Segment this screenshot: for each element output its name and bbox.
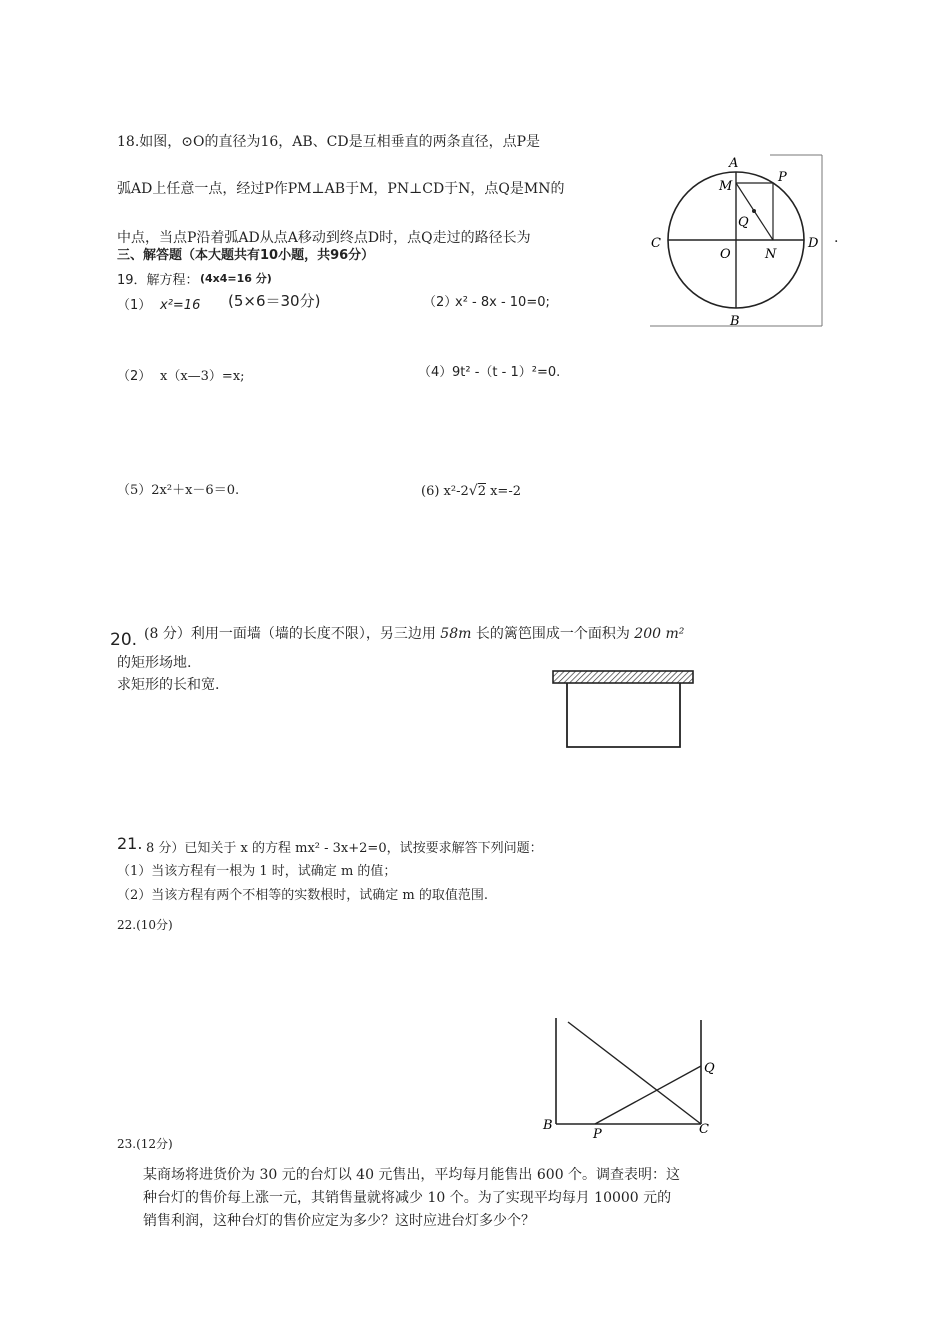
label-p: P bbox=[593, 1127, 602, 1140]
label-a: A bbox=[729, 156, 739, 171]
q23-line1: 某商场将进货价为 30 元的台灯以 40 元售出，平均每月能售出 600 个。调查表明：这 bbox=[143, 1167, 681, 1183]
q19-points-print: (4x4=16 分) bbox=[200, 272, 272, 285]
label-m: M bbox=[719, 179, 733, 194]
q18-line1: 18.如图，⊙O的直径为16，AB、CD是互相垂直的两条直径，点P是 bbox=[117, 134, 541, 150]
label-o: O bbox=[720, 247, 731, 262]
q19-points-override: (5×6＝30分) bbox=[228, 292, 321, 310]
label-b: B bbox=[543, 1118, 553, 1133]
segment-pq bbox=[595, 1066, 701, 1124]
q19-p2-label: （2） bbox=[423, 295, 458, 310]
q20-text2: 长的篱笆围成一个面积为 bbox=[475, 626, 630, 642]
q19-p3-label: （2） bbox=[117, 369, 152, 384]
label-d: D bbox=[808, 236, 819, 251]
q21-p1: （1）当该方程有一根为 1 时，试确定 m 的值； bbox=[117, 864, 397, 879]
q20-line2: 的矩形场地. bbox=[117, 655, 192, 671]
q20-length: 58m bbox=[440, 626, 472, 642]
q18-line2: 弧AD上任意一点，经过P作PM⊥AB于M，PN⊥CD于N，点Q是MN的 bbox=[117, 181, 565, 197]
q19-p6 bbox=[421, 482, 521, 501]
q19-title: 19．解方程： bbox=[117, 273, 199, 288]
q19-p3-eq: x（x—3）=x; bbox=[160, 369, 245, 384]
q19-p6-part-b: x=-2 bbox=[485, 484, 521, 499]
label-c: C bbox=[651, 236, 661, 251]
q21-p2: （2）当该方程有两个不相等的实数根时，试确定 m 的取值范围. bbox=[117, 888, 488, 903]
sqrt-sign: √ bbox=[468, 483, 478, 499]
q19-p4-label: （4） bbox=[418, 365, 453, 380]
q21-num: 21. bbox=[117, 834, 143, 853]
q23-line2: 种台灯的售价每上涨一元，其销售量就将减少 10 个。为了实现平均每月 10000 元的 bbox=[143, 1190, 672, 1206]
diagonal bbox=[568, 1022, 701, 1124]
wall bbox=[553, 671, 693, 683]
q22-figure bbox=[538, 1016, 718, 1140]
q21-text: 8 分）已知关于 x 的方程 mx² - 3x+2=0，试按要求解答下列问题： bbox=[146, 841, 543, 856]
point-q bbox=[752, 209, 756, 213]
q20-text: (8 分）利用一面墙（墙的长度不限），另三边用 bbox=[144, 626, 436, 642]
q20-line3: 求矩形的长和宽. bbox=[117, 677, 220, 693]
label-q: Q bbox=[704, 1061, 715, 1076]
q19-p1-label: （1） bbox=[117, 298, 152, 313]
q19-p6-root: 2 bbox=[477, 484, 486, 499]
q18-tail: . bbox=[834, 230, 839, 246]
q23-title: 23.(12分) bbox=[117, 1137, 173, 1151]
label-q: Q bbox=[738, 215, 749, 230]
q19-p4-eq: 9t² -（t - 1）²=0. bbox=[452, 365, 561, 380]
q23-line3: 销售利润，这种台灯的售价应定为多少？这时应进台灯多少个？ bbox=[143, 1213, 535, 1229]
q19-p5: （5）2x²＋x－6＝0. bbox=[117, 483, 240, 498]
label-n: N bbox=[765, 247, 777, 262]
q19-p2-eq: x² - 8x - 10=0; bbox=[455, 295, 550, 310]
q20-line1 bbox=[144, 625, 684, 643]
q18-circle-figure bbox=[650, 152, 825, 330]
label-p: P bbox=[778, 170, 787, 185]
q20-num: 20. bbox=[110, 630, 138, 650]
label-b: B bbox=[730, 314, 740, 329]
q19-p1-eq: x²=16 bbox=[160, 298, 201, 313]
q20-area: 200 m² bbox=[634, 626, 685, 642]
section3-title: 三、解答题（本大题共有10小题，共96分） bbox=[117, 248, 375, 263]
q19-p6-part-a: (6) x²-2 bbox=[421, 484, 469, 499]
label-c: C bbox=[699, 1122, 709, 1137]
q20-wall-figure bbox=[550, 668, 698, 752]
fence bbox=[567, 683, 680, 747]
q22-title: 22.(10分) bbox=[117, 918, 173, 932]
q18-line3: 中点，当点P沿着弧AD从点A移动到终点D时，点Q走过的路径长为 bbox=[117, 230, 531, 246]
